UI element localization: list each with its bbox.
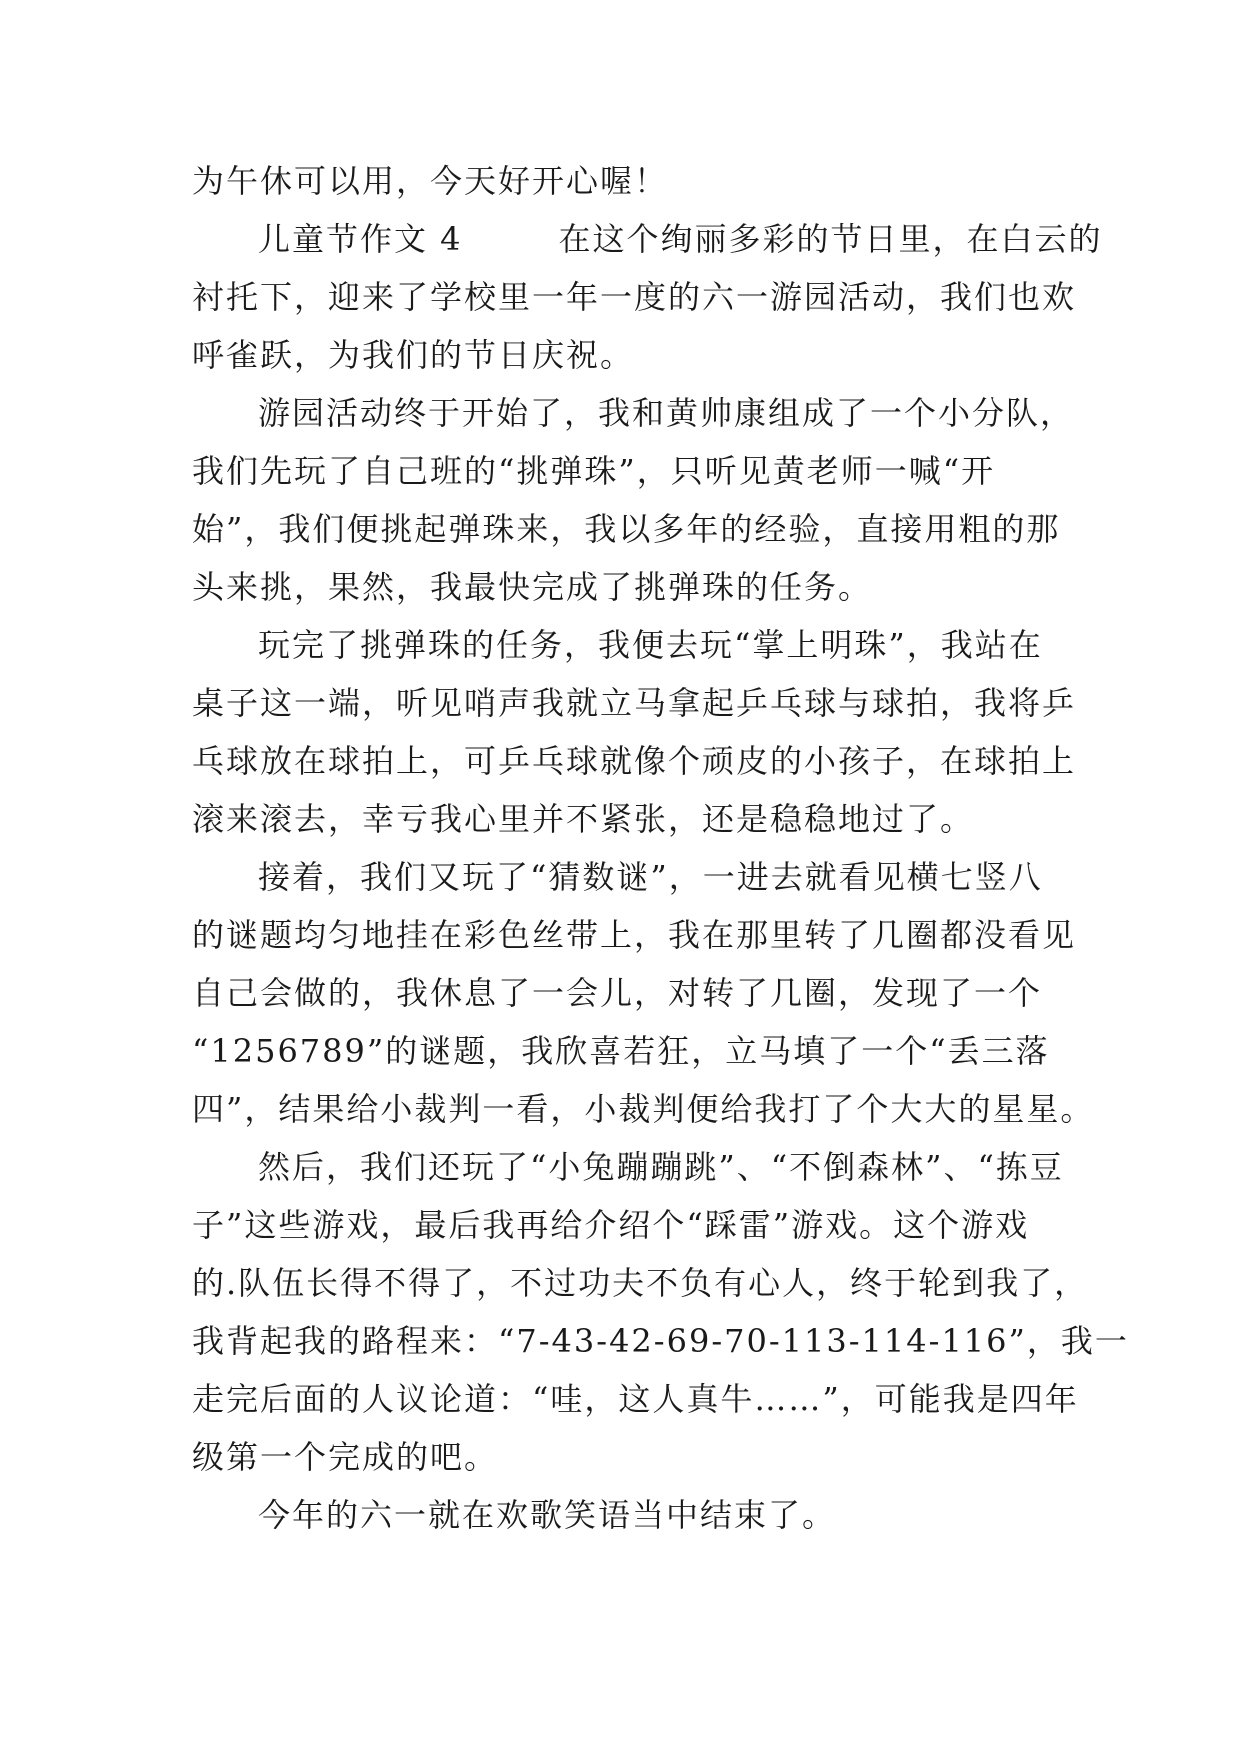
paragraph-start-line: 今年的六一就在欢歌笑语当中结束了。: [258, 1496, 837, 1534]
text-line: 的谜题均匀地挂在彩色丝带上，我在那里转了几圈都没看见: [192, 916, 1077, 954]
text-line: 呼雀跃，为我们的节日庆祝。: [192, 336, 635, 374]
text-line: 我们先玩了自己班的“挑弹珠”，只听见黄老师一喊“开: [192, 452, 996, 490]
text-line: 衬托下，迎来了学校里一年一度的六一游园活动，我们也欢: [192, 278, 1077, 316]
text-line: 级第一个完成的吧。: [192, 1438, 499, 1476]
text-line: 走完后面的人议论道：“哇，这人真牛……”，可能我是四年: [192, 1380, 1079, 1418]
heading-line: [192, 210, 1103, 268]
text-line: 始”，我们便挑起弹珠来，我以多年的经验，直接用粗的那: [192, 510, 1061, 548]
text-line: 子”这些游戏，最后我再给介绍个“踩雷”游戏。这个游戏: [192, 1206, 1030, 1244]
text-line: 乓球放在球拍上，可乒乓球就像个顽皮的小孩子，在球拍上: [192, 742, 1077, 780]
text-line: 在这个绚丽多彩的节日里，在白云的: [558, 220, 1103, 258]
text-line: 滚来滚去，幸亏我心里并不紧张，还是稳稳地过了。: [192, 800, 975, 838]
text-line: 头来挑，果然，我最快完成了挑弹珠的任务。: [192, 568, 873, 606]
text-line: 四”，结果给小裁判一看，小裁判便给我打了个大大的星星。: [192, 1090, 1095, 1128]
text-line: 桌子这一端，听见哨声我就立马拿起乒乓球与球拍，我将乒: [192, 684, 1077, 722]
document-body: [192, 152, 1129, 1544]
paragraph-start-line: 游园活动终于开始了，我和黄帅康组成了一个小分队，: [258, 394, 1075, 432]
paragraph-start-line: 玩完了挑弹珠的任务，我便去玩“掌上明珠”，我站在: [258, 626, 1043, 664]
paragraph-start-line: 接着，我们又玩了“猜数谜”，一进去就看见横七竖八: [258, 858, 1043, 896]
text-line: 我背起我的路程来：“7-43-42-69-70-113-114-116”，我一: [192, 1322, 1129, 1360]
essay-heading: 儿童节作文 4: [258, 220, 463, 258]
text-line: 为午休可以用，今天好开心喔！: [192, 162, 669, 200]
text-line: “1256789”的谜题，我欣喜若狂，立马填了一个“丢三落: [192, 1032, 1050, 1070]
text-line: 的.队伍长得不得了，不过功夫不负有心人，终于轮到我了，: [192, 1264, 1089, 1302]
text-line: 自己会做的，我休息了一会儿，对转了几圈，发现了一个: [192, 974, 1043, 1012]
paragraph-start-line: 然后，我们还玩了“小兔蹦蹦跳”、“不倒森林”、“拣豆: [258, 1148, 1064, 1186]
